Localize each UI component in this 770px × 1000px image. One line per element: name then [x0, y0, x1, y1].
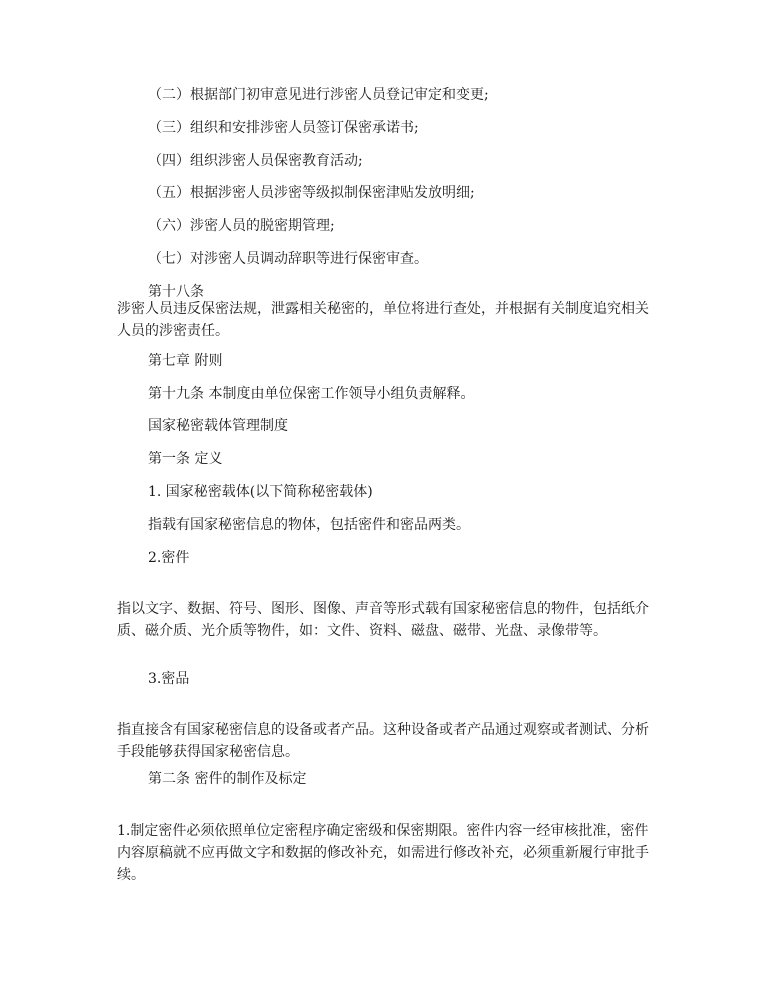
article-18-body: 涉密人员违反保密法规，泄露相关秘密的，单位将进行查处，并根据有关制度追究相关人员的涉密责任。 [117, 301, 649, 339]
regulation-title: 国家秘密载体管理制度 [148, 418, 288, 434]
article-1-heading: 第一条 定义 [148, 451, 223, 467]
definition-1-body: 指载有国家秘密信息的物体，包括密件和密品两类。 [148, 517, 470, 533]
article-19-line: 第十九条 本制度由单位保密工作领导小组负责解释。 [148, 386, 475, 402]
clause-7-line: （七）对涉密人员调动辞职等进行保密审查。 [148, 251, 428, 267]
clause-4-line: （四）组织涉密人员保密教育活动; [148, 153, 363, 169]
definition-3-body: 指直接含有国家秘密信息的设备或者产品。这种设备或者产品通过观察或者测试、分析手段能够获得国家秘密信息。 [117, 722, 649, 760]
clause-6-line: （六）涉密人员的脱密期管理; [148, 218, 335, 234]
clause-2-line: （二）根据部门初审意见进行涉密人员登记审定和变更; [148, 87, 489, 103]
article-2-item-1: 1.制定密件必须依照单位定密程序确定密级和保密期限。密件内容一经审核批准，密件内容原稿就不应再做文字和数据的修改补充，如需进行修改补充，必须重新履行审批手续。 [117, 823, 649, 883]
article-2-heading: 第二条 密件的制作及标定 [148, 771, 307, 787]
clause-3-line: （三）组织和安排涉密人员签订保密承诺书; [148, 120, 419, 136]
definition-2-heading: 2.密件 [148, 550, 190, 566]
chapter-7-heading: 第七章 附则 [148, 353, 223, 369]
article-18-heading: 第十八条 [148, 284, 204, 300]
definition-1-heading: 1. 国家秘密载体(以下简称秘密载体) [148, 484, 373, 500]
clause-5-line: （五）根据涉密人员涉密等级拟制保密津贴发放明细; [148, 185, 475, 201]
definition-3-heading: 3.密品 [148, 671, 190, 687]
definition-2-body: 指以文字、数据、符号、图形、图像、声音等形式载有国家秘密信息的物件，包括纸介质、磁介质、光介质等物件，如：文件、资料、磁盘、磁带、光盘、录像带等。 [117, 601, 649, 639]
